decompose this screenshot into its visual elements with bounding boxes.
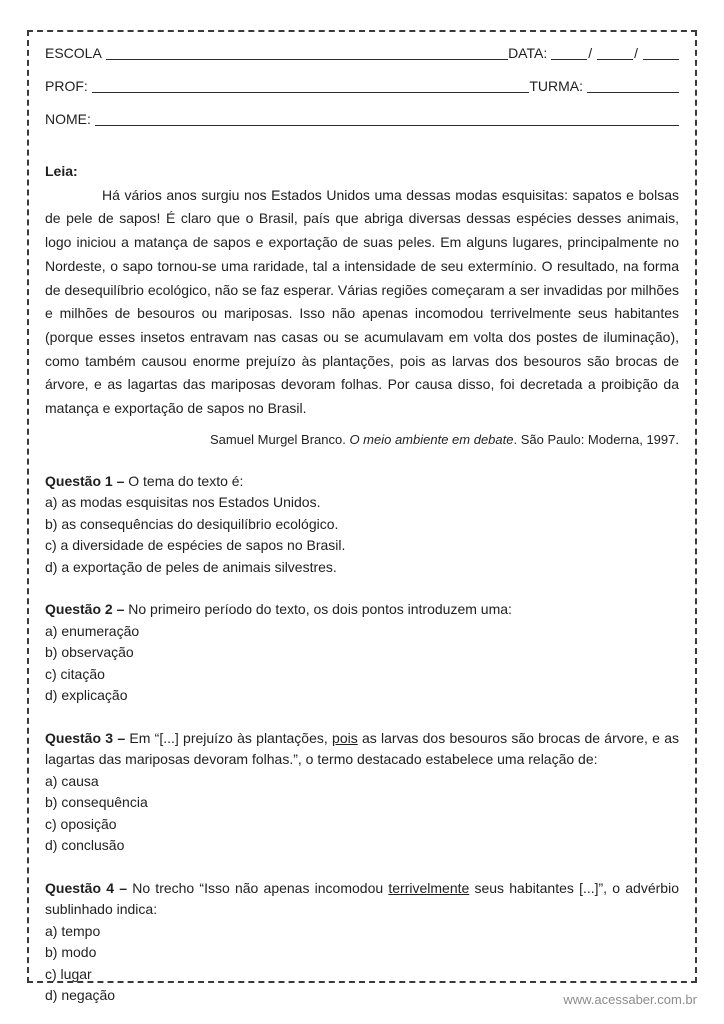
footer-url: www.acessaber.com.br [563, 992, 697, 1007]
question-option: d) explicação [45, 687, 128, 704]
question-option: c) a diversidade de espécies de sapos no Brasil. [45, 537, 346, 554]
question-option: a) enumeração [45, 622, 140, 639]
prompt-text: O tema do texto é: [128, 472, 244, 489]
citation-publisher: . São Paulo: Moderna, 1997. [513, 431, 679, 447]
question-prompt [45, 599, 679, 621]
name-row [45, 111, 679, 128]
reading-section [45, 160, 679, 421]
question-option: b) observação [45, 644, 134, 661]
question-option: a) causa [45, 772, 99, 789]
prompt-text: No trecho “Isso não apenas incomodou [132, 879, 389, 896]
citation-book-title: O meio ambiente em debate [349, 431, 514, 447]
leia-heading: Leia: [45, 163, 78, 179]
underlined-term: pois [332, 729, 358, 746]
question-option: c) lugar [45, 965, 92, 982]
prompt-text: seus habitantes [...]”, o advérbio sublinhado indica: [45, 879, 679, 918]
question-label: Questão 2 – [45, 601, 129, 618]
question-block [45, 728, 679, 857]
prof-label: PROF: [45, 78, 88, 94]
name-label: NOME: [45, 111, 91, 127]
source-citation [45, 430, 679, 450]
prompt-text: No primeiro período do texto, os dois pontos introduzem uma: [128, 601, 512, 618]
class-label: TURMA: [529, 78, 583, 94]
date-year-blank-line [643, 58, 679, 60]
question-option: b) consequência [45, 794, 148, 811]
date-separator: / [634, 45, 638, 61]
question-label: Questão 3 – [45, 729, 130, 746]
question-option: b) modo [45, 944, 97, 961]
question-block [45, 878, 679, 1007]
prompt-text: as larvas dos besouros são brocas de árvore, e as lagartas das mariposas devoram folhas.”, o termo destacado estabelece uma relação de: [45, 729, 679, 768]
date-label: DATA: [508, 45, 548, 61]
school-blank-line [106, 58, 508, 60]
question-prompt [45, 471, 679, 493]
reading-passage: Há vários anos surgiu nos Estados Unidos uma dessas modas esquisitas: sapatos e bolsas de pele de sapos! É claro que o Brasil, país que abriga diversas dessas espécies desses animais, logo iniciou a matança de sapos e exportação de suas peles. Em alguns lugares, principalmente no Nordeste, o sapo tornou-se uma raridade, tal a intensidade de seu extermínio. O resultado, na forma de desequilíbrio ecológico, não se faz esperar. Várias regiões começaram a ser invadidas por milhões e milhões de besouros ou mariposas. Isso não apenas incomodou terrivelmente seus habitantes (porque esses insetos entravam nas casas ou se acumulavam em volta dos postes de iluminação), como também causou enorme prejuízo às plantações, pois as larvas dos besouros são brocas de árvore, e as lagartas das mariposas devoram folhas. Por causa disso, foi decretada a proibição da matança e exportação de sapos no Brasil. [45, 186, 679, 417]
worksheet-header [45, 45, 679, 128]
question-option: d) a exportação de peles de animais silvestres. [45, 558, 337, 575]
date-month-blank-line [597, 58, 633, 60]
date-day-blank-line [551, 58, 587, 60]
question-block [45, 599, 679, 707]
question-option: c) oposição [45, 815, 117, 832]
question-option: b) as consequências do desiquilíbrio ecológico. [45, 515, 339, 532]
school-label: ESCOLA [45, 45, 102, 61]
question-label: Questão 1 – [45, 472, 129, 489]
underlined-term: terrivelmente [388, 879, 470, 896]
questions [45, 471, 679, 1007]
question-prompt [45, 728, 679, 771]
class-blank-line [587, 91, 679, 93]
prof-blank-line [92, 91, 530, 93]
question-option: a) tempo [45, 922, 101, 939]
question-label: Questão 4 – [45, 879, 133, 896]
question-prompt [45, 878, 679, 921]
prof-class-row [45, 78, 679, 95]
question-option: d) conclusão [45, 837, 125, 854]
question-option: d) negação [45, 987, 116, 1004]
prompt-text: Em “[...] prejuízo às plantações, [129, 729, 333, 746]
question-option: c) citação [45, 665, 105, 682]
citation-author: Samuel Murgel Branco. [209, 431, 350, 447]
name-blank-line [95, 124, 679, 126]
question-option: a) as modas esquisitas nos Estados Unidos. [45, 494, 321, 511]
question-block [45, 471, 679, 579]
school-date-row [45, 45, 679, 62]
date-separator: / [588, 45, 593, 61]
